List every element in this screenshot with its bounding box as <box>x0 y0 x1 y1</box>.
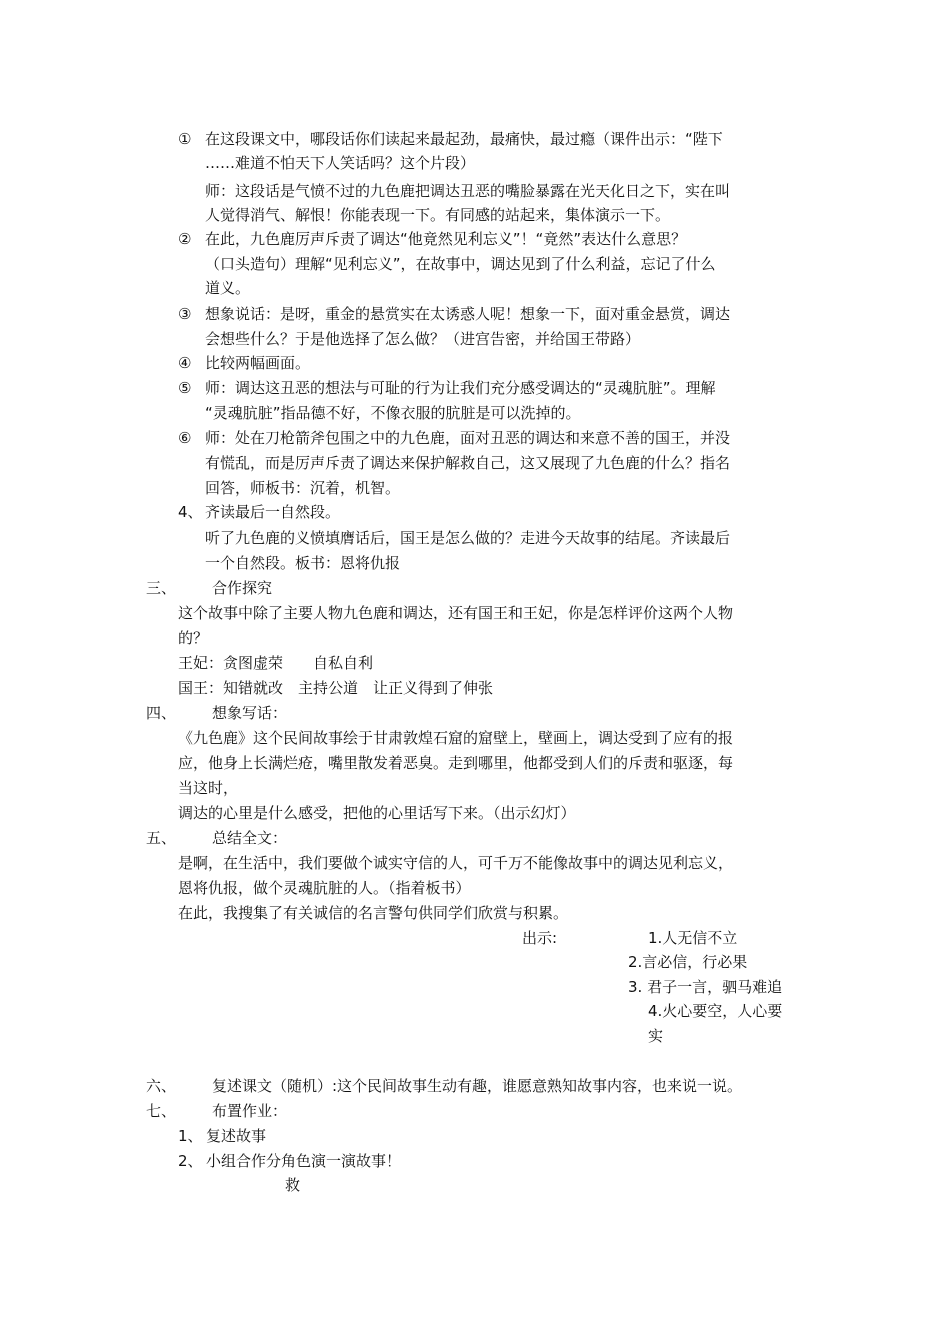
section-4-line-3: 当这时， <box>178 779 239 797</box>
section-4-line-1: 《九色鹿》这个民间故事绘于甘肃敦煌石窟的窟壁上，壁画上，调达受到了应有的报 <box>178 729 734 747</box>
section-7-title: 布置作业： <box>212 1102 288 1120</box>
quote-1: 1.人无信不立 <box>648 929 738 947</box>
homework-marker-1: 1、 <box>178 1127 203 1145</box>
item-1-line-2: ……难道不怕天下人笑话吗？这个片段） <box>205 154 476 172</box>
section-6-marker: 六、 <box>146 1077 177 1095</box>
circled-marker-3: ③ <box>178 305 192 323</box>
item-5-line-1: 师：调达这丑恶的想法与可耻的行为让我们充分感受调达的“灵魂肮脏”。理解 <box>205 379 716 397</box>
item-1-line-3: 师：这段话是气愤不过的九色鹿把调达丑恶的嘴脸暴露在光天化日之下，实在叫 <box>205 182 731 200</box>
section-4-title: 想象写话： <box>212 704 288 722</box>
quotes-label: 出示: <box>522 929 558 947</box>
homework-marker-2: 2、 <box>178 1152 203 1170</box>
homework-1: 复述故事 <box>206 1127 267 1145</box>
circled-marker-6: ⑥ <box>178 429 192 447</box>
item-6-line-2: 有慌乱，而是厉声斥责了调达来保护解救自己，这又展现了九色鹿的什么？指名 <box>205 454 731 472</box>
item-1-line-1: 在这段课文中，哪段话你们读起来最起劲，最痛快，最过瘾（课件出示：“陛下 <box>205 130 723 148</box>
step-4-line-2: 听了九色鹿的义愤填膺话后，国王是怎么做的？走进今天故事的结尾。齐读最后 <box>205 529 731 547</box>
stray-character: 救 <box>285 1176 301 1194</box>
item-1-line-4: 人觉得消气、解恨！你能表现一下。有同感的站起来，集体演示一下。 <box>205 206 671 224</box>
item-3-line-2: 会想些什么？于是他选择了怎么做？（进宫告密，并给国王带路） <box>205 330 641 348</box>
section-5-line-1: 是啊，在生活中，我们要做个诚实守信的人，可千万不能像故事中的调达见利忘义， <box>178 854 734 872</box>
item-5-line-2: “灵魂肮脏”指品德不好，不像衣服的肮脏是可以洗掉的。 <box>205 404 581 422</box>
item-6-line-3: 回答，师板书：沉着，机智。 <box>205 479 401 497</box>
item-4-line-1: 比较两幅画面。 <box>205 354 311 372</box>
circled-marker-2: ② <box>178 230 192 248</box>
quote-3: 3. 君子一言，驷马难追 <box>628 978 783 996</box>
section-5-line-2: 恩将仇报，做个灵魂肮脏的人。（指着板书） <box>178 879 471 897</box>
item-2-line-1: 在此，九色鹿厉声斥责了调达“他竟然见利忘义”！“竟然”表达什么意思？ <box>205 230 687 248</box>
step-4-line-3: 一个自然段。板书：恩将仇报 <box>205 554 401 572</box>
quote-4-line-1: 4.火心要空，人心要 <box>648 1002 783 1020</box>
homework-2: 小组合作分角色演一演故事！ <box>206 1152 402 1170</box>
item-3-line-1: 想象说话：是呀，重金的悬赏实在太诱惑人呢！想象一下，面对重金悬赏，调达 <box>205 305 731 323</box>
circled-marker-4: ④ <box>178 354 192 372</box>
quote-4-line-2: 实 <box>648 1027 664 1045</box>
section-4-line-2: 应，他身上长满烂疮，嘴里散发着恶臭。走到哪里，他都受到人们的斥责和驱逐，每 <box>178 754 734 772</box>
section-3-line-3: 王妃：贪图虚荣 自私自利 <box>178 654 374 672</box>
section-3-line-4: 国王：知错就改 主持公道 让正义得到了伸张 <box>178 679 494 697</box>
quote-2: 2.言必信，行必果 <box>628 953 748 971</box>
item-6-line-1: 师：处在刀枪箭斧包围之中的九色鹿，面对丑恶的调达和来意不善的国王，并没 <box>205 429 731 447</box>
circled-marker-1: ① <box>178 130 192 148</box>
item-2-line-2: （口头造句）理解“见利忘义”，在故事中，调达见到了什么利益，忘记了什么 <box>205 255 716 273</box>
section-5-line-3: 在此，我搜集了有关诚信的名言警句供同学们欣赏与积累。 <box>178 904 569 922</box>
section-3-title: 合作探究 <box>212 579 273 597</box>
section-3-marker: 三、 <box>146 579 177 597</box>
section-5-marker: 五、 <box>146 829 177 847</box>
number-marker-4: 4、 <box>178 503 203 521</box>
section-3-line-2: 的？ <box>178 629 209 647</box>
section-4-line-4: 调达的心里是什么感受，把他的心里话写下来。（出示幻灯） <box>178 804 576 822</box>
section-5-title: 总结全文： <box>212 829 288 847</box>
circled-marker-5: ⑤ <box>178 379 192 397</box>
section-6-title: 复述课文（随机）:这个民间故事生动有趣，谁愿意熟知故事内容，也来说一说。 <box>212 1077 743 1095</box>
section-3-line-1: 这个故事中除了主要人物九色鹿和调达，还有国王和王妃，你是怎样评价这两个人物 <box>178 604 734 622</box>
step-4-line-1: 齐读最后一自然段。 <box>205 503 341 521</box>
item-2-line-3: 道义。 <box>205 279 251 297</box>
section-4-marker: 四、 <box>146 704 177 722</box>
section-7-marker: 七、 <box>146 1102 177 1120</box>
